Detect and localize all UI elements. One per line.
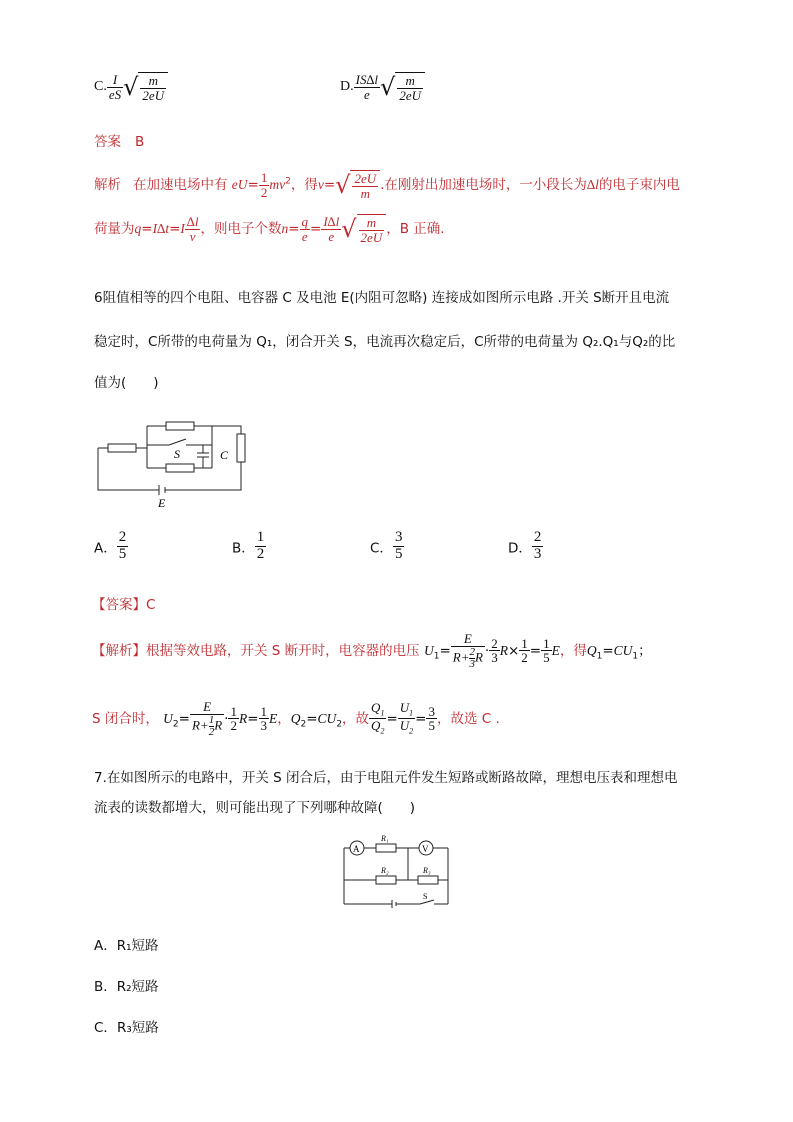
q7-option-c: C．R₃短路 [94, 1020, 159, 1036]
q6-circuit-diagram [94, 412, 254, 512]
r2-label: R₂ [381, 866, 389, 875]
resistor-left [108, 444, 136, 452]
q7-stem-line2: 流表的读数都增大，则可能出现了下列哪种故障( ) [94, 800, 416, 816]
q6-option-b: B． $\frac{1}{2}$ [232, 529, 265, 562]
q5-analysis-line2: 荷量为q=I∆t=I $\frac{\Delta l}{v}$ ，则电子个数n= $\frac{q}{e}$ = $\frac{I\Delta l}{e}$ √ $\frac{m}{2eU}$ ，B 正确. [94, 214, 445, 245]
q5-answer: 答案 B [94, 134, 145, 150]
q6-option-d: D． $\frac{2}{3}$ [508, 529, 542, 562]
q7-circuit-diagram [338, 832, 460, 912]
q5-option-c: C. $\frac{I}{eS}$ √ $\frac{m}{2eU}$ [94, 72, 168, 102]
q6-stem-line1: 6阻值相等的四个电阻、电容器 C 及电池 E(内阻可忽略) 连接成如图所示电路 .开关 S断开且电流 [94, 290, 670, 306]
q6-option-a: A． $\frac{2}{5}$ [94, 529, 127, 562]
q5-option-d: D. $\frac{IS\Delta l}{e}$ √ $\frac{m}{2eU}$ [340, 72, 425, 102]
resistor-r3 [418, 876, 438, 884]
formula-fraction: $\frac{IS\Delta l}{e}$ [355, 72, 379, 102]
resistor-right [237, 434, 245, 462]
capacitor-label: C [220, 448, 229, 462]
formula-sqrt: √ $\frac{m}{2eU}$ [123, 72, 168, 102]
resistor-bottom [166, 464, 194, 472]
q7-stem-line1: 7.在如图所示的电路中，开关 S 闭合后，由于电阻元件发生短路或断路故障，理想电压表和理想电 [94, 770, 678, 786]
q6-option-c: C． $\frac{3}{5}$ [370, 529, 403, 562]
resistor-r1 [376, 844, 396, 852]
formula-fraction: $\frac{I}{eS}$ [108, 72, 122, 102]
ammeter-label: A [353, 844, 360, 854]
r3-label: R₃ [423, 866, 431, 875]
q6-stem-line3: 值为( ) [94, 375, 159, 391]
q7-option-a: A．R₁短路 [94, 938, 159, 954]
q5-analysis-line1: 解析 在加速电场中有 eU= $\frac{1}{2}$ $mv^2$，得v= √ $\frac{2eU}{m}$ .在刚射出加速电场时，一小段长为∆l的电子束内电 [94, 170, 680, 201]
q6-answer: 【答案】C [92, 597, 156, 613]
q7-option-b: B．R₂短路 [94, 979, 159, 995]
resistor-r2 [376, 876, 396, 884]
q6-stem-line2: 稳定时，C所带的电荷量为 Q₁，闭合开关 S，电流再次稳定后，C所带的电荷量为 Q₂.Q₁与Q₂的比 [94, 334, 676, 350]
voltmeter-label: V [422, 844, 429, 854]
battery-label: E [158, 496, 166, 510]
switch-label: S [423, 892, 428, 901]
formula-sqrt: √ $\frac{m}{2eU}$ [380, 72, 425, 102]
q6-analysis-line2: S 闭合时， $U_2=$ E R+ $\frac{1}{2}$ R · $\frac{1}{2}$ R= $\frac{1}{3}$ E，$Q_2=CU_2$，故 $\frac{Q_1}{Q_2}$ = $\frac{U_1}{U_2}$ = $\frac{3}{5}$ ，故选 C . [92, 699, 500, 738]
switch-label: S [174, 447, 180, 461]
r1-label: R₁ [381, 834, 389, 843]
resistor-top [166, 422, 194, 430]
q6-analysis-line1: 【解析】根据等效电路，开关 S 断开时，电容器的电压 $U_1=$ E R+ $\frac{2}{3}$ R · $\frac{2}{3}$ R× $\frac{1}{2}$ = $\frac{1}{5}$ E，得$Q_1=CU_1$； [92, 631, 652, 670]
